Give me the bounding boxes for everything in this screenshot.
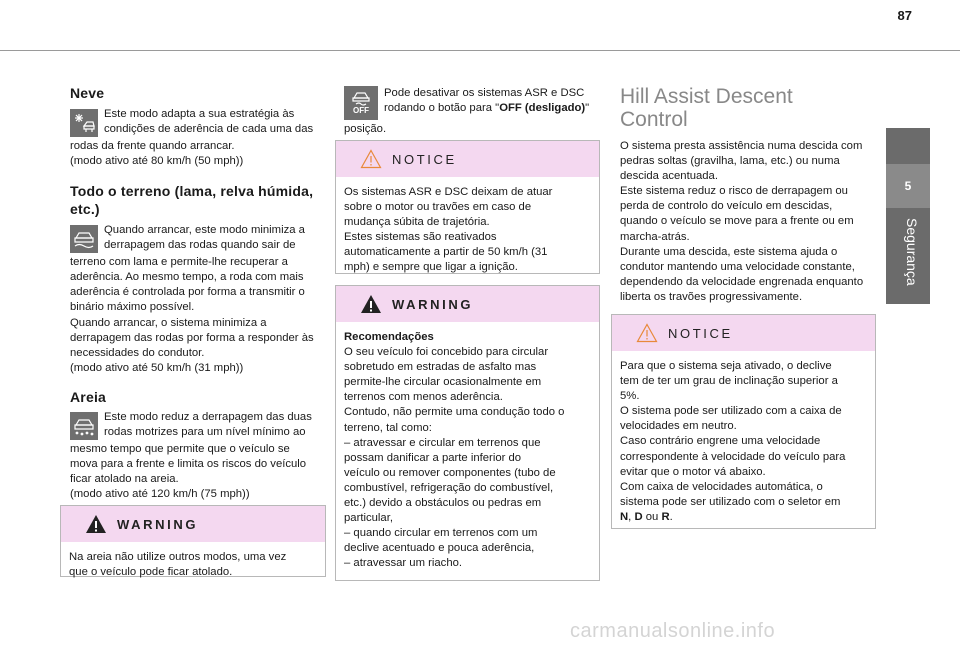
page-number: 87 — [897, 8, 912, 23]
heading-areia: Areia — [70, 388, 107, 405]
warning-triangle-icon — [360, 294, 382, 314]
warning-subheading: Recomendações — [344, 331, 434, 343]
notice-header-2 — [612, 315, 875, 351]
w2-text-14: – quando circular em terrenos com um — [344, 527, 538, 540]
notice-text-6: mph) e sempre que ligar a ignição. — [344, 261, 518, 274]
w2-text-7: terreno, tal como: — [344, 421, 432, 434]
n2-text-6: Caso contrário engrene uma velocidade — [620, 435, 821, 448]
notice-text-2: sobre o motor ou travões em caso de — [344, 201, 532, 214]
hadc-text-8: Durante uma descida, este sistema ajuda o — [620, 245, 838, 258]
hadc-text-2: pedras soltas (gravilha, lama, etc.) ou numa — [620, 155, 840, 168]
w2-text-8: – atravessar e circular em terrenos que — [344, 436, 541, 449]
areia-text-5: ficar atolado na areia. — [70, 473, 179, 486]
warning-title: WARNING — [117, 516, 199, 532]
heading-neve: Neve — [70, 85, 105, 101]
n2-text-5: velocidades em neutro. — [620, 420, 737, 433]
neve-text-3: rodas da frente quando arrancar. — [70, 140, 235, 152]
intro-text-2: rodando o botão para "OFF (desligado)" — [384, 102, 590, 115]
watermark: carmanualsonline.info — [570, 620, 776, 642]
column-2-intro — [344, 86, 600, 137]
neve-text-2: condições de aderência de cada uma das — [104, 123, 314, 136]
terreno-text-1: Quando arrancar, este modo minimiza a — [104, 224, 305, 237]
terreno-text-10: (modo ativo até 50 km/h (31 mph)) — [70, 361, 244, 374]
notice-title-2: NOTICE — [668, 325, 733, 341]
terreno-text-8: derrapagem das rodas por forma a responder às — [70, 331, 314, 344]
w2-text-5: terrenos com menos aderência. — [344, 391, 503, 404]
chapter-label: Segurança — [904, 218, 920, 286]
notice-triangle-icon — [636, 323, 658, 343]
sand-mode-icon — [70, 412, 98, 440]
heading-terreno-2: etc.) — [70, 201, 100, 218]
warning-text-1: Na areia não utilize outros modos, uma vez — [69, 551, 287, 563]
esp-off-icon — [344, 86, 378, 120]
w2-text-11: combustível, refrigeração do combustível, — [344, 481, 554, 494]
notice-triangle-icon — [360, 149, 382, 169]
section-title-1: Hill Assist Descent — [620, 85, 793, 108]
snow-mode-icon — [70, 109, 98, 137]
w2-text-2: O seu veículo foi concebido para circular — [344, 346, 549, 359]
mud-mode-icon — [70, 225, 98, 253]
section-title-2: Control — [620, 108, 688, 131]
w2-text-4: permite-lhe circular ocasionalmente em — [344, 376, 542, 389]
intro-text-1: Pode desativar os sistemas ASR e DSC — [384, 87, 585, 99]
notice-header — [336, 141, 599, 177]
w2-text-16: – atravessar um riacho. — [344, 557, 463, 570]
header-divider — [0, 50, 960, 51]
warning-title-2: WARNING — [392, 296, 474, 312]
terreno-text-2: derrapagem das rodas quando sair de — [104, 239, 296, 252]
warning-box-sand — [60, 505, 326, 577]
warning-box-offroad — [335, 285, 600, 581]
areia-text-6: (modo ativo até 120 km/h (75 mph)) — [70, 488, 250, 501]
warning-triangle-icon — [85, 514, 107, 534]
terreno-text-6: binário máximo possível. — [70, 301, 195, 314]
hadc-text-11: liberta os travões progressivamente. — [620, 290, 803, 303]
column-3 — [620, 85, 880, 305]
areia-text-4: mova para a frente e limita os riscos do veículo — [70, 458, 307, 471]
hadc-text-9: condutor mantendo uma velocidade constante, — [620, 260, 855, 273]
terreno-text-9: necessidades do condutor. — [70, 346, 205, 359]
warning-header-2 — [336, 286, 599, 322]
w2-text-9: possam danificar a parte inferior do — [344, 451, 522, 464]
n2-text-7: correspondente à velocidade do veículo para — [620, 450, 846, 463]
hadc-text-3: descida acentuada. — [620, 170, 718, 183]
areia-text-2: rodas motrizes para um nível mínimo ao — [104, 426, 306, 439]
notice-title: NOTICE — [392, 151, 457, 167]
notice-box-hadc — [611, 314, 876, 529]
hadc-text-6: quando o veículo se move para a frente ou em — [620, 215, 854, 228]
w2-text-3: sobretudo em estradas de asfalto mas — [344, 361, 537, 374]
w2-text-12: etc.) devido a obstáculos ou pedras em — [344, 497, 542, 510]
notice-text-3: mudança súbita de trajetória. — [344, 216, 490, 229]
warning-header — [61, 506, 325, 542]
heading-terreno-1: Todo o terreno (lama, relva húmida, — [70, 183, 314, 200]
terreno-text-4: aderência. Ao mesmo tempo, a roda com mais — [70, 271, 304, 284]
w2-text-6: Contudo, não permite uma condução todo o — [344, 406, 565, 419]
n2-text-10: sistema pode ser utilizado com o seletor em — [620, 495, 841, 508]
chapter-number: 5 — [886, 164, 930, 208]
hadc-text-10: dependendo da velocidade engrenada enquanto — [620, 275, 864, 288]
n2-text-gears: N, D ou R. — [620, 510, 673, 523]
n2-text-9: Com caixa de velocidades automática, o — [620, 480, 823, 493]
notice-text-5: automaticamente a partir de 50 km/h (31 — [344, 246, 548, 259]
terreno-text-7: Quando arrancar, o sistema minimiza a — [70, 316, 267, 329]
neve-text-1: Este modo adapta a sua estratégia às — [104, 108, 295, 120]
n2-text-1: Para que o sistema seja ativado, o declive — [620, 360, 832, 372]
n2-text-2: tem de ter um grau de inclinação superior a — [620, 375, 838, 388]
notice-text-1: Os sistemas ASR e DSC deixam de atuar — [344, 186, 553, 198]
neve-text-4: (modo ativo até 80 km/h (50 mph)) — [70, 155, 244, 168]
areia-text-3: mesmo tempo que permite que o veículo se — [70, 442, 290, 455]
hadc-text-7: marcha-atrás. — [620, 230, 690, 243]
notice-text-4: Estes sistemas são reativados — [344, 231, 497, 244]
n2-text-8: evitar que o motor vá abaixo. — [620, 465, 766, 478]
w2-text-13: particular, — [344, 512, 393, 525]
notice-box-asr — [335, 140, 600, 274]
n2-text-4: O sistema pode ser utilizado com a caixa de — [620, 405, 842, 418]
w2-text-15: declive acentuado e pouca aderência, — [344, 542, 535, 555]
warning-text-2: que o veículo pode ficar atolado. — [69, 566, 233, 579]
w2-text-10: veículo ou remover componentes (tubo de — [344, 466, 556, 479]
n2-text-3: 5%. — [620, 390, 640, 403]
column-1 — [70, 84, 328, 502]
terreno-text-3: terreno com lama e permite-lhe recuperar a — [70, 256, 288, 269]
hadc-text-1: O sistema presta assistência numa descida com — [620, 140, 863, 152]
hadc-text-5: perda de controlo do veículo em descidas, — [620, 200, 833, 213]
hadc-text-4: Este sistema reduz o risco de derrapagem ou — [620, 185, 848, 198]
terreno-text-5: aderência é controlada por forma a transmitir o — [70, 286, 305, 299]
off-label: OFF — [353, 105, 369, 115]
areia-text-1: Este modo reduz a derrapagem das duas — [104, 410, 312, 423]
intro-text-3: posição. — [344, 123, 387, 135]
